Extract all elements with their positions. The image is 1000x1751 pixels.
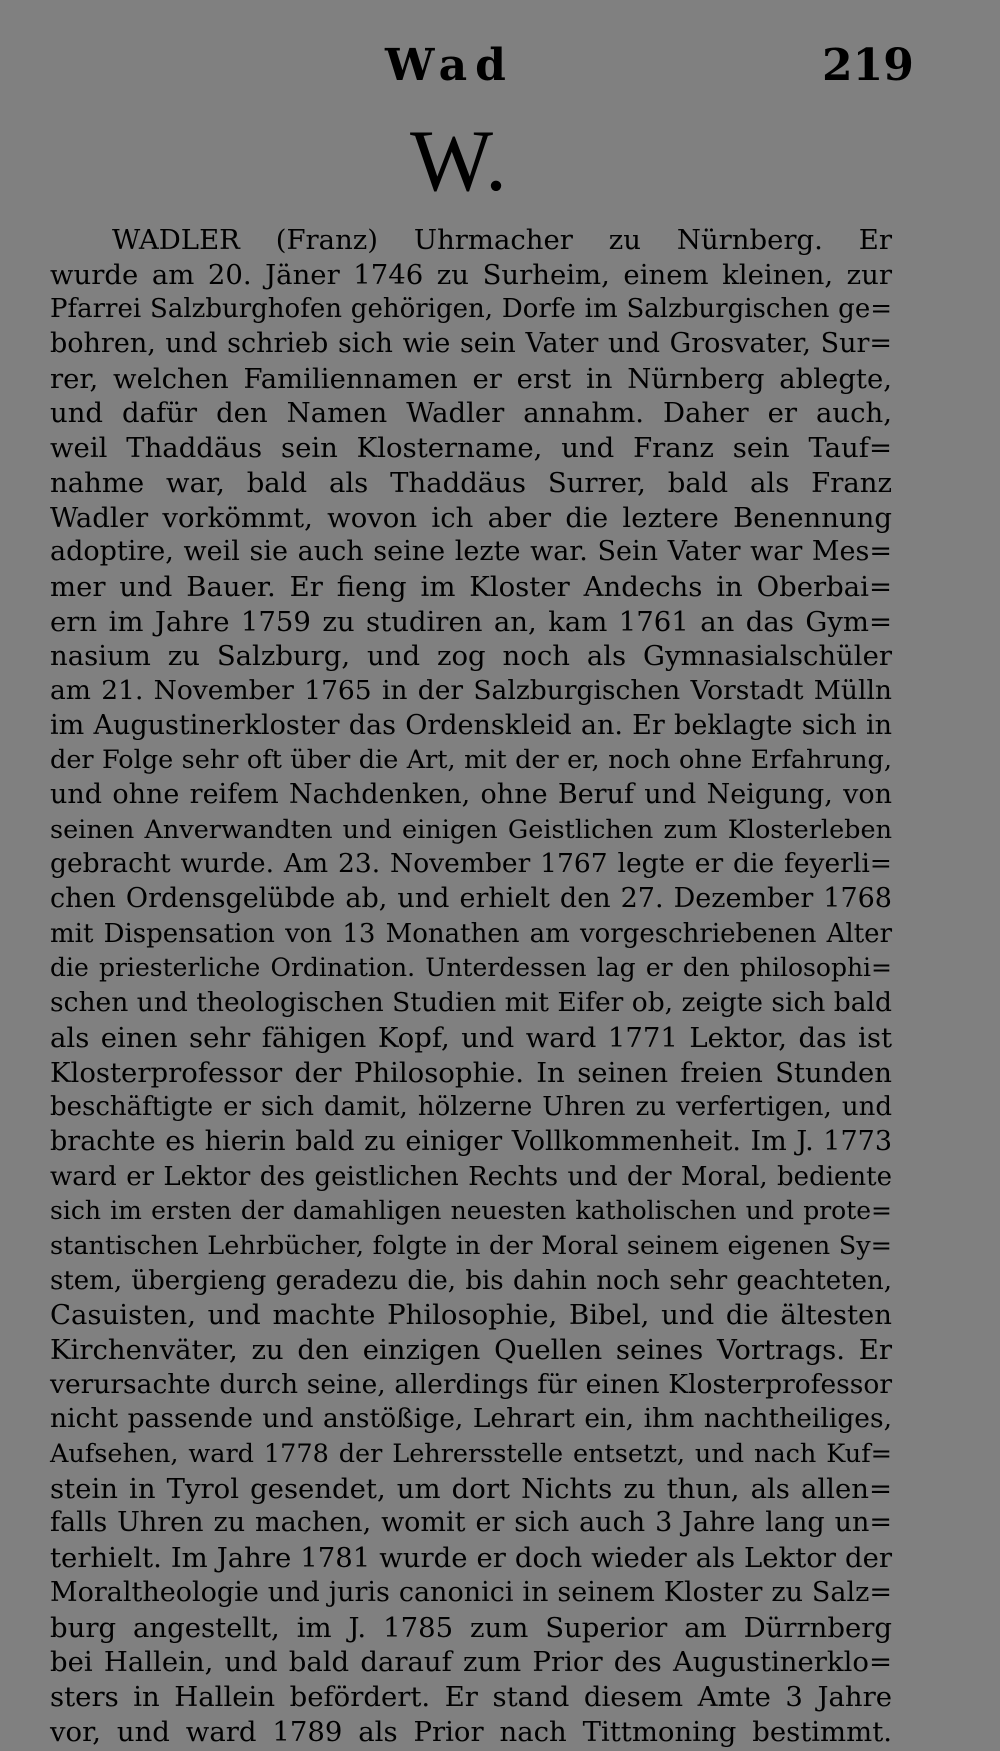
text-line: falls Uhren zu machen, womit er sich auch 3 Jahre lang un= [50,1507,892,1539]
text-line: gebracht wurde. Am 23. November 1767 legte er die feyerli= [50,848,892,880]
text-line: terhielt. Im Jahre 1781 wurde er doch wieder als Lektor der [50,1542,892,1575]
text-line: stantischen Lehrbücher, folgte in der Moral seinem eigenen Sy= [50,1230,892,1261]
text-line: nicht passende und anstößige, Lehrart ein, ihm nachtheiliges, [50,1403,892,1435]
text-line: mit Dispensation von 13 Monathen am vorgeschriebenen Alter [50,918,892,949]
page-number: 219 [822,40,914,91]
entry-body-text [50,223,892,1749]
text-line: der Folge sehr oft über die Art, mit der er, noch ohne Erfahrung, [50,745,892,776]
text-line: WADLER (Franz) Uhrmacher zu Nürnberg. Er [112,224,892,256]
text-line: Pfarrei Salzburghofen gehörigen, Dorfe im Salzburgischen ge= [50,294,892,325]
text-line: brachte es hierin bald zu einiger Vollkommenheit. Im J. 1773 [50,1125,892,1157]
text-line: und ohne reifem Nachdenken, ohne Beruf und Neigung, von [50,779,892,810]
section-letter-heading: W. [410,113,507,210]
text-line: als einen sehr fähigen Kopf, und ward 1771 Lektor, das ist [50,1021,892,1054]
running-head [0,40,1000,110]
text-line: sters in Hallein befördert. Er stand diesem Amte 3 Jahre [50,1680,892,1713]
text-line: rer, welchen Familiennamen er erst in Nürnberg ablegte, [50,362,892,395]
text-line: nasium zu Salzburg, und zog noch als Gymnasialschüler [50,640,892,673]
text-line: bohren, und schrieb sich wie sein Vater und Grosvater, Sur= [50,328,892,360]
text-line: Klosterprofessor der Philosophie. In seinen freien Stunden [50,1056,892,1089]
text-line: die priesterliche Ordination. Unterdessen lag er den philosophi= [50,953,892,983]
running-title: Wad [385,40,514,91]
text-line: vor, und ward 1789 als Prior nach Tittmoning bestimmt. [50,1715,892,1748]
text-line: Aufsehen, ward 1778 der Lehrersstelle entsetzt, und nach Kuf= [50,1439,892,1470]
text-line: Kirchenväter, zu den einzigen Quellen seines Vortrags. Er [50,1334,892,1366]
text-line: burg angestellt, im J. 1785 zum Superior am Dürrnberg [50,1611,892,1644]
text-line: chen Ordensgelübde ab, und erhielt den 27. Dezember 1768 [50,883,892,915]
text-line: im Augustinerkloster das Ordenskleid an. Er beklagte sich in [50,709,892,741]
text-line: ern im Jahre 1759 zu studiren an, kam 1761 an das Gym= [50,605,892,638]
text-line: mer und Bauer. Er fieng im Kloster Andechs in Oberbai= [50,570,892,603]
text-line: wurde am 20. Jäner 1746 zu Surheim, einem kleinen, zur [50,258,892,291]
text-line: Casuisten, und machte Philosophie, Bibel, und die ältesten [50,1299,892,1332]
text-line: adoptire, weil sie auch seine lezte war. Sein Vater war Mes= [50,536,892,568]
text-line: beschäftigte er sich damit, hölzerne Uhren zu verfertigen, und [50,1092,892,1123]
text-line: Moraltheologie und juris canonici in seinem Kloster zu Salz= [50,1576,892,1608]
text-line: und dafür den Namen Wadler annahm. Daher er auch, [50,397,892,430]
text-line: ward er Lektor des geistlichen Rechts und der Moral, bediente [50,1161,892,1192]
text-line: Wadler vorkömmt, wovon ich aber die leztere Benennung [50,501,892,534]
text-line: nahme war, bald als Thaddäus Surrer, bald als Franz [50,466,892,499]
text-line: sich im ersten der damahligen neuesten katholischen und prote= [50,1196,892,1226]
text-line: verursachte durch seine, allerdings für einen Klosterprofessor [50,1368,892,1400]
text-line: weil Thaddäus sein Klostername, und Franz sein Tauf= [50,432,892,465]
text-line: seinen Anverwandten und einigen Geistlichen zum Klosterleben [50,814,892,845]
text-line: stem, übergieng geradezu die, bis dahin noch sehr geachteten, [50,1265,892,1296]
text-line: stein in Tyrol gesendet, um dort Nichts zu thun, als allen= [50,1472,892,1505]
text-line: schen und theologischen Studien mit Eifer ob, zeigte sich bald [50,987,892,1019]
text-line: bei Hallein, und bald darauf zum Prior des Augustinerklo= [50,1646,892,1679]
text-line: am 21. November 1765 in der Salzburgischen Vorstadt Mülln [50,674,892,706]
